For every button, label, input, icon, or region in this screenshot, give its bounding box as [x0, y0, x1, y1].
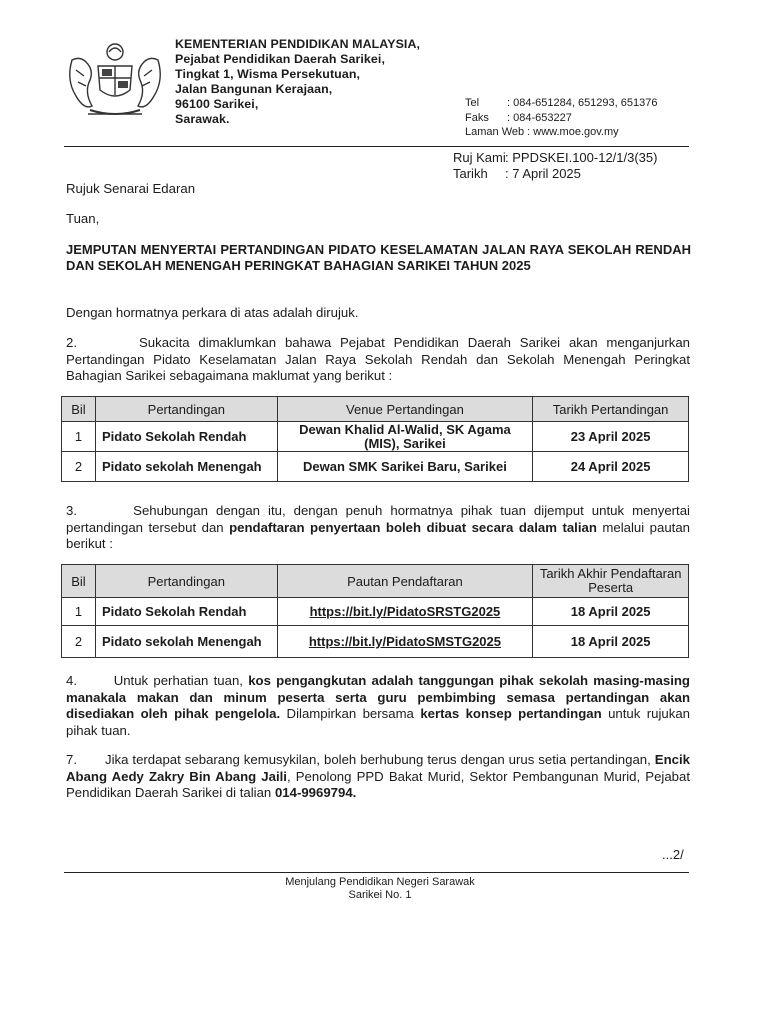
letterhead-line: Pejabat Pendidikan Daerah Sarikei, [175, 52, 385, 66]
ruj-label: Ruj Kami [453, 150, 506, 165]
registration-links-table [61, 564, 689, 658]
cell-bil: 1 [62, 422, 96, 452]
cell-venue: Dewan Khalid Al-Walid, SK Agama (MIS), Sarikei [277, 422, 532, 452]
paragraph-text: Jika terdapat sebarang kemusykilan, boleh berhubung terus dengan urus setia pertandingan, [104, 752, 655, 767]
table-row [62, 598, 689, 626]
cell-bil: 1 [62, 598, 96, 626]
cell-pertandingan: Pidato sekolah Menengah [95, 626, 277, 658]
header-pertandingan: Pertandingan [95, 397, 277, 422]
paragraph-emphasis: kertas konsep pertandingan [420, 706, 602, 721]
reference-block [453, 150, 657, 182]
letterhead-line: KEMENTERIAN PENDIDIKAN MALAYSIA, [175, 37, 421, 51]
footer [0, 876, 768, 902]
header-pautan: Pautan Pendaftaran [277, 565, 533, 598]
malaysia-coat-of-arms-icon [62, 40, 168, 128]
paragraph-number: 3. [66, 503, 77, 518]
cell-tarikh: 18 April 2025 [533, 598, 689, 626]
tel-value: : 084-651284, 651293, 651376 [507, 97, 658, 109]
tarikh-value: : 7 April 2025 [505, 166, 581, 181]
letterhead-line: Tingkat 1, Wisma Persekutuan, [175, 67, 361, 81]
paragraph-text: melalui pautan berikut : [66, 519, 690, 551]
paragraph-number: 4. [66, 673, 77, 688]
cell-venue: Dewan SMK Sarikei Baru, Sarikei [277, 452, 532, 482]
paragraph-text: untuk rujukan pihak tuan. [66, 706, 691, 738]
coat-of-arms-logo [62, 40, 168, 128]
cell-bil: 2 [62, 452, 96, 482]
registration-link[interactable]: https://bit.ly/PidatoSMSTG2025 [277, 626, 533, 658]
cell-bil: 2 [62, 626, 96, 658]
paragraph-text: Untuk perhatian tuan, [113, 673, 249, 688]
paragraph-emphasis: Encik Abang Aedy Zakry Bin Abang Jaili [66, 752, 690, 784]
registration-link[interactable]: https://bit.ly/PidatoSRSTG2025 [277, 598, 533, 626]
letterhead-line: 96100 Sarikei, [175, 97, 259, 111]
paragraph-7 [66, 752, 690, 802]
recipient: Rujuk Senarai Edaran [66, 181, 196, 196]
website-link[interactable]: Laman Web : www.moe.gov.my [465, 126, 619, 138]
competition-schedule-table [61, 396, 689, 482]
cell-pertandingan: Pidato Sekolah Rendah [95, 422, 277, 452]
footer-tagline: Sarikei No. 1 [348, 889, 412, 901]
paragraph-text: Dilampirkan bersama [280, 706, 421, 721]
letterhead-address [175, 37, 420, 127]
cell-tarikh: 18 April 2025 [533, 626, 689, 658]
contact-info [465, 96, 657, 140]
table-row [62, 422, 689, 452]
table-header-row [62, 397, 689, 422]
paragraph-text: , Penolong PPD Bakat Murid, Sektor Pembangunan Murid, Pejabat Pendidikan Daerah Sarikei di talian [66, 768, 690, 800]
footer-divider [64, 872, 689, 873]
ruj-value: : PPDSKEI.100-12/1/3(35) [505, 150, 658, 165]
header-tarikh-akhir: Tarikh Akhir Pendaftaran Peserta [533, 565, 689, 598]
cell-tarikh: 23 April 2025 [533, 422, 689, 452]
table-row [62, 626, 689, 658]
header-bil: Bil [62, 397, 96, 422]
paragraph-1: Dengan hormatnya perkara di atas adalah dirujuk. [66, 305, 359, 320]
paragraph-2 [66, 335, 690, 385]
faks-label: Faks [465, 111, 489, 124]
page-continuation-marker: ...2/ [662, 847, 684, 862]
cell-pertandingan: Pidato sekolah Menengah [95, 452, 277, 482]
paragraph-4 [66, 673, 690, 739]
paragraph-emphasis: kos pengangkutan adalah tanggungan pihak sekolah masing-masing manakala makan dan minum peserta serta guru pembimbing semasa pertandingan akan disediakan oleh pihak pengelola. [66, 673, 690, 721]
cell-tarikh: 24 April 2025 [533, 452, 689, 482]
tel-label: Tel [465, 97, 480, 109]
header-bil: Bil [62, 565, 96, 598]
paragraph-3 [66, 503, 690, 553]
salutation: Tuan, [66, 211, 100, 226]
header-tarikh: Tarikh Pertandingan [533, 397, 689, 422]
table-header-row [62, 565, 689, 598]
header-divider [64, 146, 689, 147]
letterhead-line: Sarawak. [175, 112, 230, 126]
tarikh-label: Tarikh [453, 166, 488, 181]
paragraph-emphasis: pendaftaran penyertaan boleh dibuat secara dalam talian [229, 519, 597, 535]
phone-number: 014-9969794. [274, 785, 357, 800]
paragraph-text: Sukacita dimaklumkan bahawa Pejabat Pendidikan Daerah Sarikei akan menganjurkan Pertandingan Pidato Keselamatan Jalan Raya Sekolah Rendah dan Sekolah Menengah Peringkat Bahagian Sarikei sebagaimana maklumat yang berikut : [66, 335, 690, 383]
footer-motto: Menjulang Pendidikan Negeri Sarawak [285, 876, 475, 888]
header-pertandingan: Pertandingan [95, 565, 277, 598]
table-row [62, 452, 689, 482]
faks-value: : 084-653227 [507, 111, 572, 124]
paragraph-number: 2. [66, 335, 77, 350]
cell-pertandingan: Pidato Sekolah Rendah [95, 598, 277, 626]
letter-subject: JEMPUTAN MENYERTAI PERTANDINGAN PIDATO KESELAMATAN JALAN RAYA SEKOLAH RENDAH DAN SEKOLAH MENENGAH PERINGKAT BAHAGIAN SARIKEI TAHUN 2025 [66, 242, 691, 273]
header-venue: Venue Pertandingan [277, 397, 532, 422]
paragraph-text: Sehubungan dengan itu, dengan penuh hormatnya pihak tuan dijemput untuk menyertai pertandingan tersebut dan [66, 503, 690, 535]
letterhead-line: Jalan Bangunan Kerajaan, [175, 82, 333, 96]
paragraph-number: 7. [66, 752, 77, 767]
